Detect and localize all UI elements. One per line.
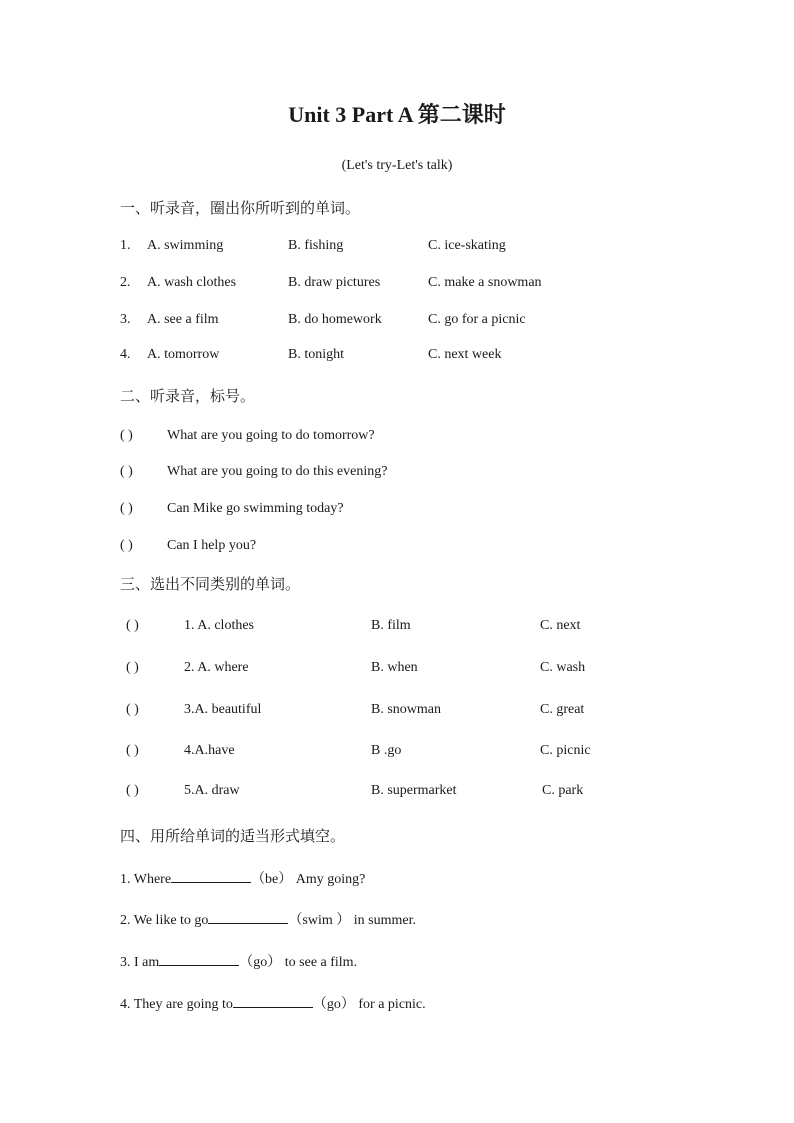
section-2-heading: 二、听录音，标号。 [120,387,256,405]
s1-item-1-option-c: C. ice-skating [428,238,506,253]
s1-item-3-option-c: C. go for a picnic [428,312,526,327]
s3-item-1-option-a: 1. A. clothes [184,618,254,633]
s1-item-1-option-a: A. swimming [147,238,224,253]
s2-item-3-bracket: ( ) [120,501,133,516]
s4-item-2 [120,909,416,929]
s2-item-4-bracket: ( ) [120,538,133,553]
s2-item-1-text: What are you going to do tomorrow? [167,428,375,443]
s4-item-3-suffix: （go） to see a film. [239,955,358,970]
s3-item-2-option-b: B. when [371,660,418,675]
s1-item-1-number: 1. [120,238,131,253]
s3-item-4-option-b: B .go [371,743,402,758]
s2-item-2-text: What are you going to do this evening? [167,464,388,479]
s4-item-4-answer-blank[interactable] [233,993,313,1008]
s1-item-4-option-b: B. tonight [288,347,345,362]
s3-item-1-option-b: B. film [371,618,411,633]
s3-item-1-bracket: ( ) [126,618,139,633]
s3-item-5-option-c: C. park [542,783,584,798]
section-3-heading: 三、选出不同类别的单词。 [120,575,301,593]
s3-item-2-option-a: 2. A. where [184,660,249,675]
s4-item-1-prefix: 1. Where [120,872,172,887]
s1-item-3-option-b: B. do homework [288,312,382,327]
s4-item-2-answer-blank[interactable] [208,909,288,924]
s1-item-2-option-b: B. draw pictures [288,275,381,290]
s1-item-3-number: 3. [120,312,131,327]
section-1-heading: 一、听录音，圈出你所听到的单词。 [120,199,361,217]
s1-item-2-option-c: C. make a snowman [428,275,542,290]
s1-item-2-number: 2. [120,275,131,290]
s4-item-3 [120,951,357,971]
s3-item-4-option-c: C. picnic [540,743,591,758]
page-title: Unit 3 Part A 第二课时 [288,102,506,127]
s4-item-3-answer-blank[interactable] [159,951,239,966]
section-4-heading: 四、用所给单词的适当形式填空。 [120,827,346,845]
s4-item-3-prefix: 3. I am [120,955,160,970]
s1-item-3-option-a: A. see a film [147,312,219,327]
s4-item-4 [120,993,426,1013]
s3-item-1-option-c: C. next [540,618,581,633]
s1-item-4-option-c: C. next week [428,347,502,362]
s4-item-4-suffix: （go） for a picnic. [312,997,426,1012]
s1-item-4-number: 4. [120,347,131,362]
s2-item-1-bracket: ( ) [120,428,133,443]
page-subtitle: (Let's try-Let's talk) [341,158,453,173]
s3-item-5-option-b: B. supermarket [371,783,457,798]
s1-item-1-option-b: B. fishing [288,238,344,253]
s3-item-4-option-a: 4.A.have [184,743,235,758]
s4-item-1-answer-blank[interactable] [171,868,251,883]
s3-item-3-bracket: ( ) [126,702,139,717]
s3-item-3-option-c: C. great [540,702,585,717]
s2-item-2-bracket: ( ) [120,464,133,479]
s3-item-4-bracket: ( ) [126,743,139,758]
s4-item-1-suffix: （be） Amy going? [251,872,366,887]
s1-item-4-option-a: A. tomorrow [147,347,220,362]
s4-item-4-prefix: 4. They are going to [120,997,233,1012]
s4-item-1 [120,868,365,888]
s3-item-2-option-c: C. wash [540,660,586,675]
s3-item-3-option-a: 3.A. beautiful [184,702,262,717]
s4-item-2-prefix: 2. We like to go [120,913,209,928]
s1-item-2-option-a: A. wash clothes [147,275,237,290]
s3-item-3-option-b: B. snowman [371,702,441,717]
s3-item-2-bracket: ( ) [126,660,139,675]
s2-item-4-text: Can I help you? [167,538,257,553]
s2-item-3-text: Can Mike go swimming today? [167,501,344,516]
s3-item-5-bracket: ( ) [126,783,139,798]
s4-item-2-suffix: （swim ） in summer. [288,913,416,928]
s3-item-5-option-a: 5.A. draw [184,783,240,798]
